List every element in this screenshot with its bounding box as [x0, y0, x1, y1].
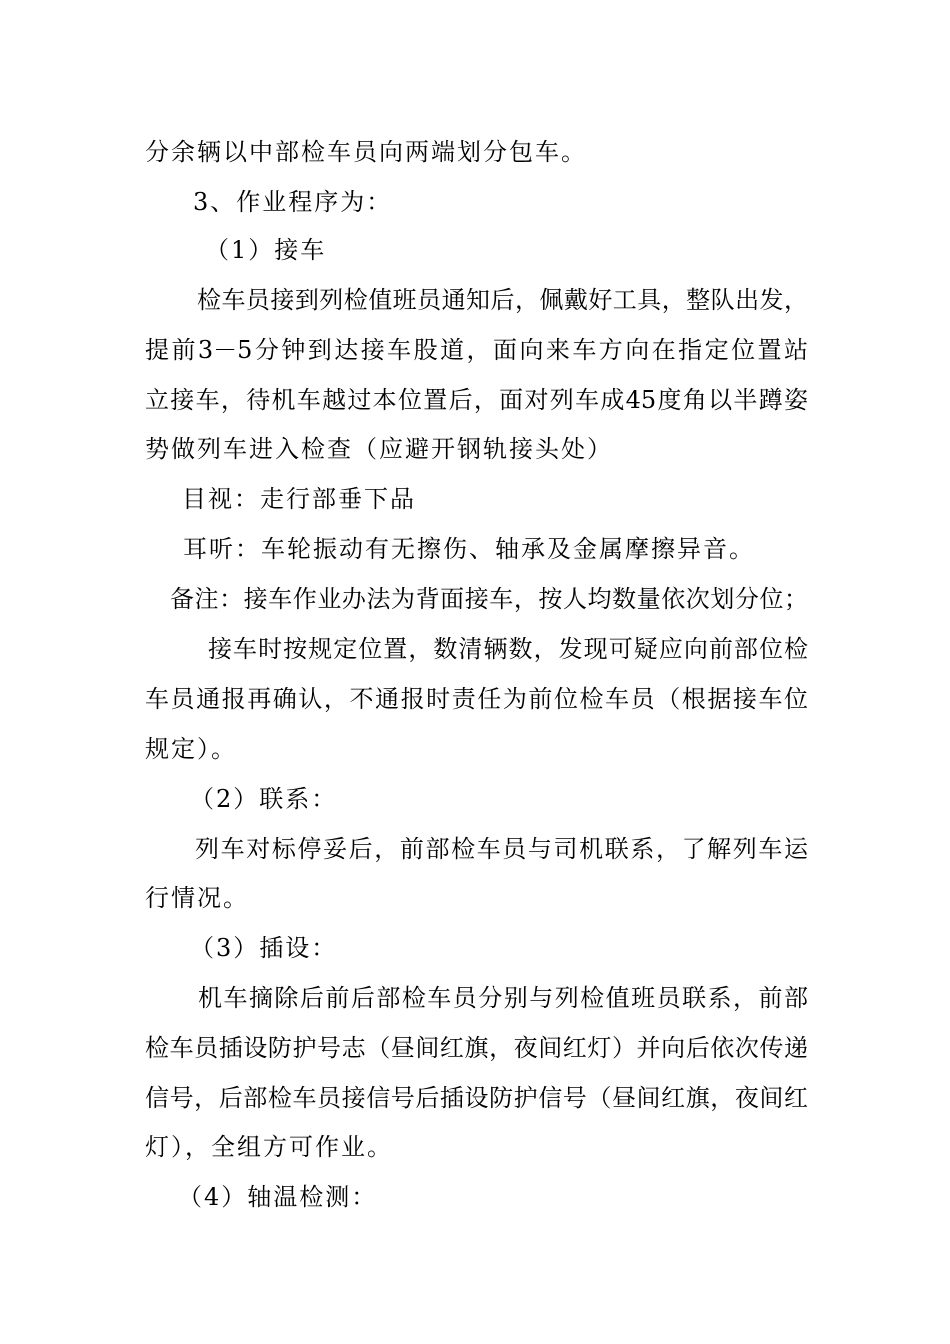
text-line-14: （2）联系： — [190, 785, 338, 813]
text-line-17: （3）插设： — [190, 934, 338, 962]
text-line-22: （4）轴温检测： — [178, 1183, 378, 1211]
text-line-19: 检车员插设防护号志（昼间红旗，夜间红灯）并向后依次传递 — [145, 1034, 808, 1062]
text-line-2: 3、作业程序为： — [193, 188, 393, 216]
text-line-4: 检车员接到列检值班员通知后，佩戴好工具，整队出发， — [197, 286, 808, 314]
text-line-21: 灯），全组方可作业。 — [145, 1133, 393, 1161]
text-line-3: （1）接车 — [205, 236, 327, 264]
text-line-10: 备注：接车作业办法为背面接车，按人均数量依次划分位； — [170, 585, 808, 613]
text-line-20: 信号，后部检车员接信号后插设防护信号（昼间红旗，夜间红 — [145, 1084, 808, 1112]
text-line-9: 耳听：车轮振动有无擦伤、轴承及金属摩擦异音。 — [183, 535, 755, 563]
text-line-13: 规定）。 — [145, 735, 237, 763]
text-line-7: 势做列车进入检查（应避开钢轨接头处） — [145, 435, 613, 463]
text-line-6: 立接车，待机车越过本位置后，面对列车成45度角以半蹲姿 — [145, 386, 808, 414]
text-line-5: 提前3－5分钟到达接车股道，面向来车方向在指定位置站 — [145, 336, 808, 364]
text-line-11: 接车时按规定位置，数清辆数，发现可疑应向前部位检 — [208, 635, 808, 663]
text-line-15: 列车对标停妥后，前部检车员与司机联系，了解列车运 — [195, 835, 808, 863]
text-line-12: 车员通报再确认，不通报时责任为前位检车员（根据接车位 — [145, 685, 808, 713]
text-line-16: 行情况。 — [145, 884, 249, 912]
text-line-8: 目视：走行部垂下品 — [182, 485, 416, 513]
text-line-1: 分余辆以中部检车员向两端划分包车。 — [145, 138, 587, 166]
text-line-18: 机车摘除后前后部检车员分别与列检值班员联系，前部 — [198, 984, 808, 1012]
